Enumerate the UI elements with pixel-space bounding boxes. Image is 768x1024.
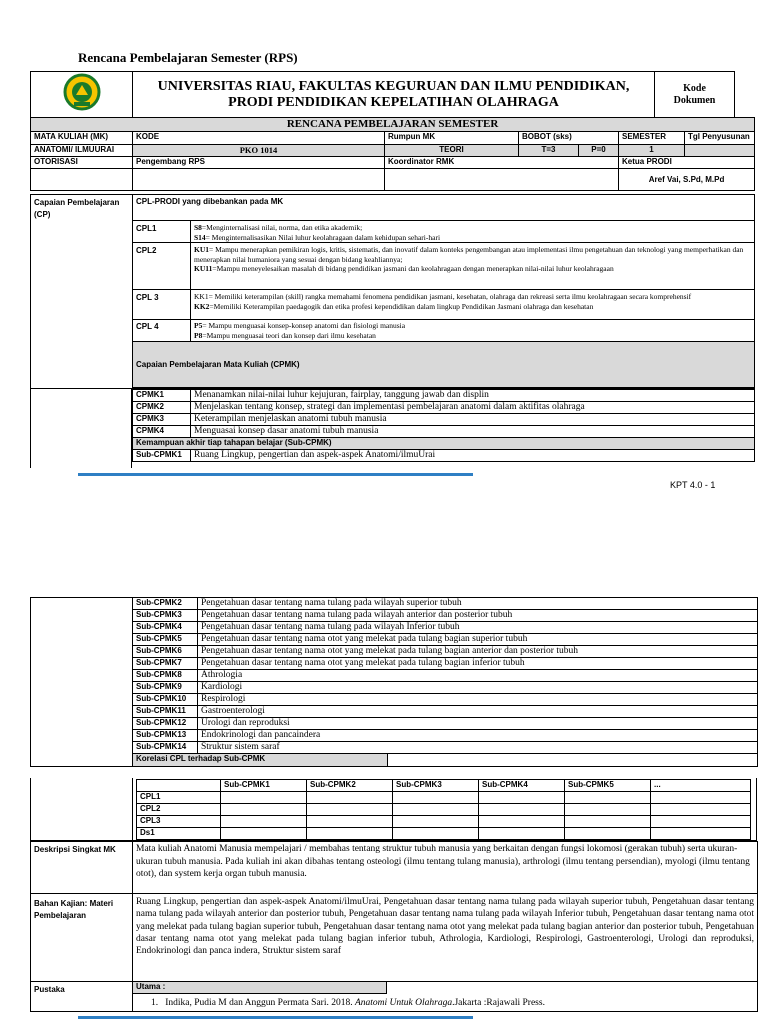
ketua-name: Aref Vai, S.Pd, M.Pd [619, 169, 755, 191]
cpl-content: KU1= Mampu menerapkan pemikiran logis, kritis, sistematis, dan inovatif dalam konteks pengembangan atau implementasi ilmu pengetahuan dan teknologi yang memperhatikan dan menerapkan nilai humaniora yang sesuai dengan bidang keahliannya; KU11=Mampu meneyelesaikan masalah di bidang pendidikan jasmani dan keolahragaan dengan menerapkan nilai-nilai luhur keolahragaan [191, 243, 755, 290]
bahan-label: Bahan Kajian: Materi Pembelajaran [31, 894, 133, 982]
header-kode: KODE [133, 132, 385, 145]
mk-rumpun: TEORI [385, 145, 519, 157]
cpmk-text: Menjelaskan tentang konsep, strategi dan implementasi pembelajaran anatomi dalam aktifitas olahraga [191, 402, 755, 414]
header-bobot: BOBOT (sks) [519, 132, 619, 145]
korelasi-row-label: CPL3 [137, 816, 221, 828]
sub-cpmk-code: Sub-CPMK11 [133, 706, 198, 718]
page-footer: KPT 4.0 - 1 [670, 480, 716, 490]
sub-cpmk-text: Endokrinologi dan pancaindera [198, 730, 758, 742]
sub-cpmk-text: Pengetahuan dasar tentang nama tulang pada wilayah anterior dan posterior tubuh [198, 610, 758, 622]
sub-cpmk-code: Sub-CPMK1 [133, 450, 191, 462]
sub-cpmk-code: Sub-CPMK14 [133, 742, 198, 754]
cpmk-text: Menguasai konsep dasar anatomi tubuh manusia [191, 426, 755, 438]
sub-cpmk-code: Sub-CPMK5 [133, 634, 198, 646]
korelasi-col-header: Sub-CPMK1 [221, 780, 307, 792]
korelasi-col-header: Sub-CPMK4 [479, 780, 565, 792]
korelasi-row-label: CPL1 [137, 792, 221, 804]
header-rumpun: Rumpun MK [385, 132, 519, 145]
korelasi-col-header: ... [651, 780, 751, 792]
sub-cpmk-text: Pengetahuan dasar tentang nama tulang pada wilayah Inferior tubuh [198, 622, 758, 634]
korelasi-col-header: Sub-CPMK3 [393, 780, 479, 792]
cpl-code: CPL1 [133, 221, 191, 243]
sub-cpmk-text: Ruang Lingkup, pengertian dan aspek-aspek Anatomi/ilmuUrai [191, 450, 755, 462]
cpmk-text: Keterampilan menjelaskan anatomi tubuh manusia [191, 414, 755, 426]
sub-cpmk-code: Sub-CPMK8 [133, 670, 198, 682]
deskripsi-text: Mata kuliah Anatomi Manusia mempelajari / membahas tentang struktur tubuh manusia yang berkaitan dengan fungsi lokomosi (gerakan tubuh) serta ukuran-ukuran tubuh manusia. Pada kuliah ini akan dibahas tentang osteologi (ilmu tentang tulang manusia), arthrologi (ilmu tentang persendian), myologi (ilmu tentang otot), dan system kerja organ tubuh manusia. [133, 842, 758, 894]
rps-main-table [30, 117, 755, 191]
kemampuan-header: Kemampuan akhir tiap tahapan belajar (Sub-CPMK) [133, 438, 755, 450]
bahan-text: Ruang Lingkup, pengertian dan aspek-aspek Anatomi/ilmuUrai, Pengetahuan dasar tentang nama tulang pada wilayah superior tubuh, Pengetahuan dasar tentang nama tulang pada wilayah anterior dan posterior tubuh, Pengetahuan dasar tentang nama tulang pada wilayah Inferior tubuh, Pengetahuan dasar tentang nama otot yang melekat pada tulang bagian superior tubuh, Pengetahuan dasar tentang nama otot yang melekat pada tulang bagian anterior dan posterior tubuh, Pengetahuan dasar tentang nama otot yang melekat pada tulang bagian inferior tubuh, Athrologia, Kardiologi, Respirologi, Gastroenterologi, Urologi dan reproduksi, Endokrinologi dan panca indera, Struktur sistem saraf [133, 894, 758, 982]
mk-tgl [685, 145, 755, 157]
korelasi-table [136, 779, 751, 840]
korelasi-row-label: CPL2 [137, 804, 221, 816]
pengembang-label: Pengembang RPS [133, 157, 385, 169]
left-empty-column [31, 598, 133, 767]
sub-cpmk-text: Gastroenterologi [198, 706, 758, 718]
rps-header-table [30, 71, 735, 118]
mk-sks-t: T=3 [519, 145, 579, 157]
sub-cpmk-text: Pengetahuan dasar tentang nama otot yang melekat pada tulang bagian inferior tubuh [198, 658, 758, 670]
pustaka-label: Pustaka [31, 982, 133, 1012]
cpmk-code: CPMK1 [133, 390, 191, 402]
mk-sks-p: P=0 [579, 145, 619, 157]
sub-cpmk-text: Urologi dan reproduksi [198, 718, 758, 730]
university-name-cell [133, 72, 655, 118]
sub-cpmk-code: Sub-CPMK3 [133, 610, 198, 622]
sub-cpmk-code: Sub-CPMK4 [133, 622, 198, 634]
otorisasi-label: OTORISASI [31, 157, 133, 169]
mk-kode: PKO 1014 [133, 145, 385, 157]
mk-semester: 1 [619, 145, 685, 157]
sub-cpmk-code: Sub-CPMK7 [133, 658, 198, 670]
kode-dokumen-cell [655, 72, 735, 118]
reference-item: 1. Indika, Pudia M dan Anggun Permata Sari. 2018. Anatomi Untuk Olahraga.Jakarta :Rajawali Press. [151, 998, 545, 1008]
cpmk-code: CPMK3 [133, 414, 191, 426]
sub-cpmk-text: Athrologia [198, 670, 758, 682]
sub-cpmk-text: Struktur sistem saraf [198, 742, 758, 754]
cpl-content: S8=Menginternalisasi nilai, norma, dan etika akademik; S14= Menginternalisasikan Nilai luhur keolahragaan dalam kehidupan sehari-hari [191, 221, 755, 243]
koordinator-label: Koordinator RMK [385, 157, 619, 169]
cpl-code: CPL 4 [133, 320, 191, 342]
cpmk-table [132, 389, 755, 462]
ketua-label: Ketua PRODI [619, 157, 755, 169]
cpmk-header: Capaian Pembelajaran Mata Kuliah (CPMK) [133, 342, 755, 388]
cpmk-code: CPMK4 [133, 426, 191, 438]
cpl-prodi-header: CPL-PRODI yang dibebankan pada MK [133, 195, 755, 221]
university-logo [62, 73, 102, 111]
cpmk-code: CPMK2 [133, 402, 191, 414]
sub-cpmk-code: Sub-CPMK2 [133, 598, 198, 610]
deskripsi-table [30, 841, 758, 1012]
sub-cpmk-code: Sub-CPMK13 [133, 730, 198, 742]
sub-cpmk-code: Sub-CPMK12 [133, 718, 198, 730]
sub-cpmk-code: Sub-CPMK9 [133, 682, 198, 694]
sub-cpmk-text: Pengetahuan dasar tentang nama tulang pada wilayah superior tubuh [198, 598, 758, 610]
sub-cpmk-code: Sub-CPMK6 [133, 646, 198, 658]
mk-name: ANATOMI/ ILMUURAI [31, 145, 133, 157]
cpl-code: CPL2 [133, 243, 191, 290]
korelasi-header: Korelasi CPL terhadap Sub-CPMK [133, 754, 388, 766]
korelasi-col-header: Sub-CPMK2 [307, 780, 393, 792]
cpmk-text: Menanamkan nilai-nilai luhur kejujuran, fairplay, tanggung jawab dan displin [191, 390, 755, 402]
utama-label: Utama : [133, 982, 387, 994]
university-name: UNIVERSITAS RIAU, FAKULTAS KEGURUAN DAN ILMU PENDIDIKAN, [157, 78, 630, 94]
korelasi-row-label: Ds1 [137, 828, 221, 840]
cp-label: Capaian Pembelajaran (CP) [31, 195, 133, 389]
cp-table [30, 194, 755, 389]
cpl-content: KK1= Memiliki keterampilan (skill) rangka memahami fenomena pendidikan jasmani, kesehatan, olahraga dan rekreasi serta ilmu keolahragaan secara komprehensif KK2=Memiliki Keterampilan paedagogik dan etika profesi kependidikan dalam lingkup Pendidikan Jasmani olahraga dan kesehatan [191, 290, 755, 320]
kode-dokumen-label: Kode Dokumen [673, 82, 716, 106]
sub-cpmk-text: Respirologi [198, 694, 758, 706]
rps-title: RENCANA PEMBELAJARAN SEMESTER [31, 118, 755, 132]
sub-cpmk-text: Pengetahuan dasar tentang nama otot yang melekat pada tulang bagian anterior dan posterior tubuh [198, 646, 758, 658]
deskripsi-label: Deskripsi Singkat MK [31, 842, 133, 894]
cpl-content: P5= Mampu menguasai konsep-konsep anatomi dan fisiologi manusia P8=Mampu menguasai teori dan konsep dari ilmu kesehatan [191, 320, 755, 342]
sub-cpmk-text: Kardiologi [198, 682, 758, 694]
sub-cpmk-text: Pengetahuan dasar tentang nama otot yang melekat pada tulang bagian superior tubuh [198, 634, 758, 646]
sub-cpmk-table [30, 597, 758, 767]
document-title: Rencana Pembelajaran Semester (RPS) [78, 50, 298, 65]
footer-divider-2 [78, 1016, 473, 1019]
header-semester: SEMESTER [619, 132, 685, 145]
korelasi-col-header: Sub-CPMK5 [565, 780, 651, 792]
logo-cell [31, 72, 133, 118]
sub-cpmk-code: Sub-CPMK10 [133, 694, 198, 706]
header-mk: MATA KULIAH (MK) [31, 132, 133, 145]
cpl-code: CPL 3 [133, 290, 191, 320]
header-tgl: Tgl Penyusunan [685, 132, 755, 145]
program-name: PRODI PENDIDIKAN KEPELATIHAN OLAHRAGA [228, 94, 559, 110]
footer-divider [78, 473, 473, 476]
